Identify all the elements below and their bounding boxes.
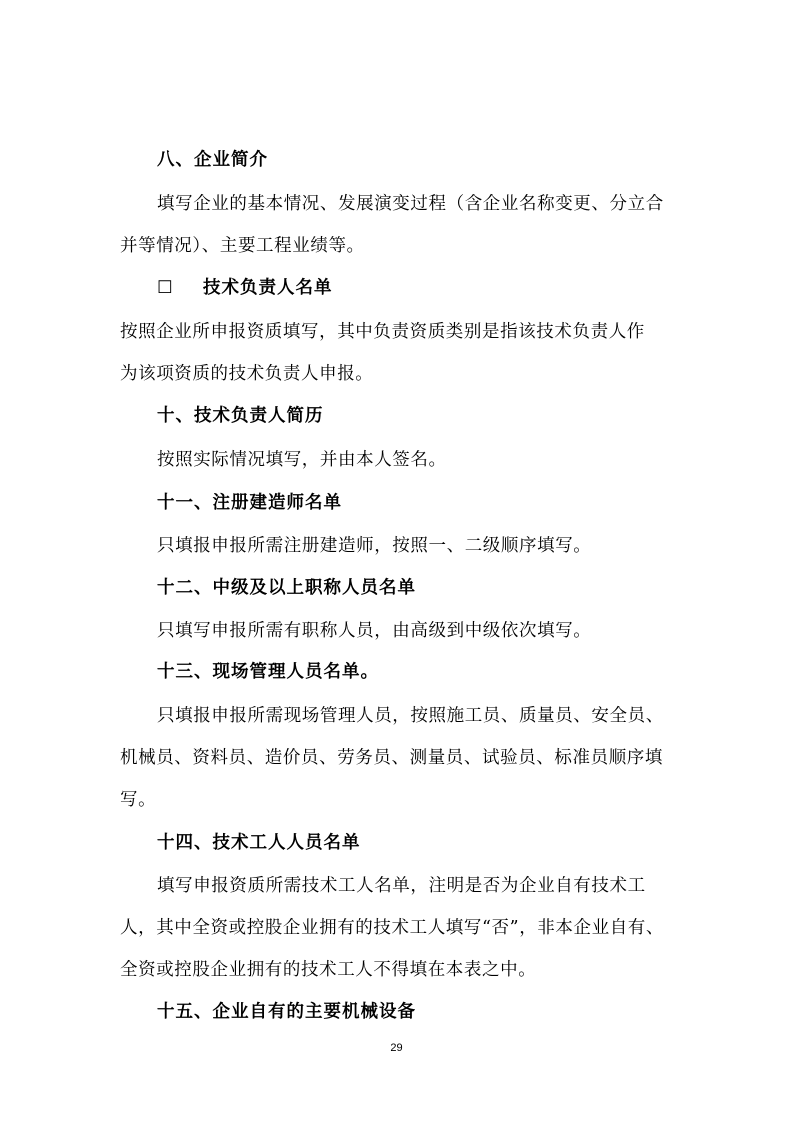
section-9-text-line-1: 按照企业所申报资质填写，其中负责资质类别是指该技术负责人作	[120, 322, 645, 342]
section-heading-15: 十五、企业自有的主要机械设备	[157, 1002, 416, 1022]
section-8-text-line-2: 并等情况）、主要工程业绩等。	[120, 236, 365, 256]
section-12-text-line-1: 只填写申报所需有职称人员，由高级到中级依次填写。	[157, 621, 592, 641]
section-10-text-line-1: 按照实际情况填写，并由本人签名。	[157, 450, 447, 470]
section-13-text-line-1: 只填报申报所需现场管理人员，按照施工员、质量员、安全员、	[157, 706, 664, 726]
checkbox-icon: ☐	[157, 278, 174, 298]
section-13-text-line-3: 写。	[120, 790, 157, 810]
section-heading-11: 十一、注册建造师名单	[157, 493, 342, 513]
section-8-text-line-1: 填写企业的基本情况、发展演变过程（含企业名称变更、分立合	[157, 194, 664, 214]
section-heading-10: 十、技术负责人简历	[157, 406, 324, 426]
section-heading-14: 十四、技术工人人员名单	[157, 833, 361, 853]
section-14-text-line-1: 填写申报资质所需技术工人名单，注明是否为企业自有技术工	[157, 876, 646, 896]
section-heading-8: 八、企业简介	[157, 150, 268, 170]
section-9-text-line-2: 为该项资质的技术负责人申报。	[120, 364, 374, 384]
section-14-text-line-3: 全资或控股企业拥有的技术工人不得填在本表之中。	[120, 960, 537, 980]
section-heading-tech-lead-list: 技术负责人名单	[203, 278, 333, 298]
page-number: 29	[390, 1042, 403, 1054]
section-heading-13: 十三、现场管理人员名单。	[157, 662, 379, 682]
section-14-text-line-2: 人，其中全资或控股企业拥有的技术工人填写“否”，非本企业自有、	[120, 918, 664, 938]
section-11-text-line-1: 只填报申报所需注册建造师，按照一、二级顺序填写。	[157, 536, 592, 556]
section-13-text-line-2: 机械员、资料员、造价员、劳务员、测量员、试验员、标准员顺序填	[120, 748, 663, 768]
section-heading-12: 十二、中级及以上职称人员名单	[157, 578, 416, 598]
